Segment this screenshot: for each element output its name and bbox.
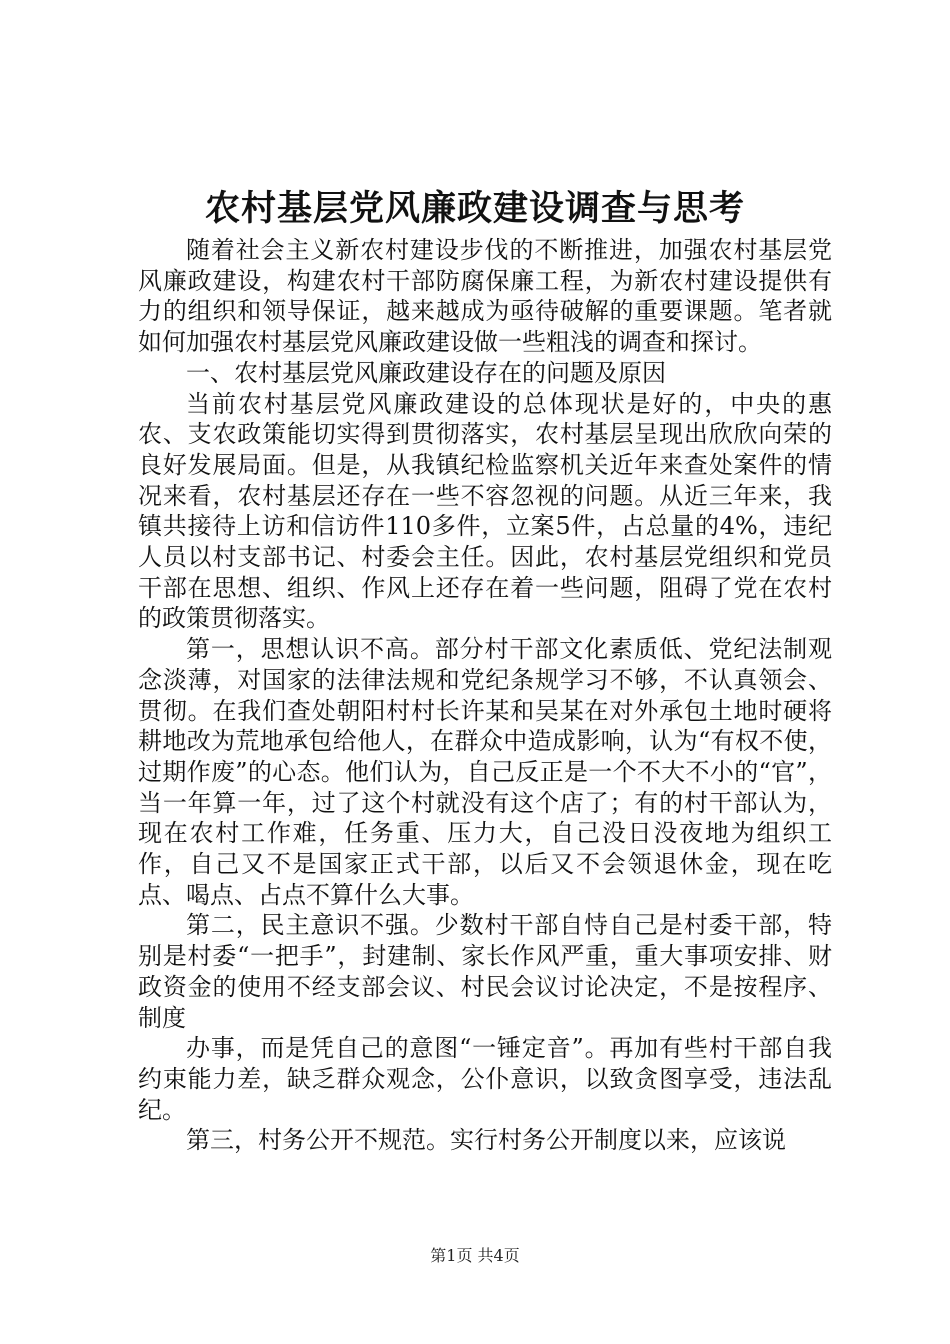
paragraph-overview: 当前农村基层党风廉政建设的总体现状是好的，中央的惠农、支农政策能切实得到贯彻落实，农村基层呈现出欣欣向荣的良好发展局面。但是，从我镇纪检监察机关近年来查处案件的情况来看，农村基层还存在一些不容忽视的问题。从近三年来，我镇共接待上访和信访件110多件，立案5件，占总量的4%，违纪人员以村支部书记、村委会主任。因此，农村基层党组织和党员干部在思想、组织、作风上还存在着一些问题，阻碍了党在农村的政策贯彻落实。: [138, 389, 832, 633]
paragraph-point-two-continued: 办事，而是凭自己的意图“一锤定音”。再加有些村干部自我约束能力差，缺乏群众观念，公仆意识，以致贪图享受，违法乱纪。: [138, 1034, 832, 1124]
section-heading: 一、农村基层党风廉政建设存在的问题及原因: [186, 358, 666, 387]
document-title: 农村基层党风廉政建设调查与思考: [204, 188, 745, 229]
paragraph-point-two: 第二，民主意识不强。少数村干部自恃自己是村委干部，特别是村委“一把手”，封建制、家长作风严重，重大事项安排、财政资金的使用不经支部会议、村民会议讨论决定，不是按程序、制度: [138, 911, 832, 1032]
page-number-footer: 第1页 共4页: [430, 1246, 520, 1265]
document-body: [138, 235, 832, 1156]
paragraph-intro: 随着社会主义新农村建设步伐的不断推进，加强农村基层党风廉政建设，构建农村干部防腐保廉工程，为新农村建设提供有力的组织和领导保证，越来越成为亟待破解的重要课题。笔者就如何加强农村基层党风廉政建设做一些粗浅的调查和探讨。: [138, 236, 832, 357]
paragraph-point-three: 第三，村务公开不规范。实行村务公开制度以来，应该说: [186, 1126, 786, 1155]
paragraph-point-one: 第一，思想认识不高。部分村干部文化素质低、党纪法制观念淡薄，对国家的法律法规和党纪条规学习不够，不认真领会、贯彻。在我们查处朝阳村村长许某和吴某在对外承包土地时硬将耕地改为荒地承包给他人，在群众中造成影响，认为“有权不使，过期作废”的心态。他们认为，自己反正是一个不大不小的“官”，当一年算一年，过了这个村就没有这个店了；有的村干部认为，现在农村工作难，任务重、压力大，自己没日没夜地为组织工作，自己又不是国家正式干部，以后又不会领退休金，现在吃点、喝点、占点不算什么大事。: [138, 635, 832, 909]
